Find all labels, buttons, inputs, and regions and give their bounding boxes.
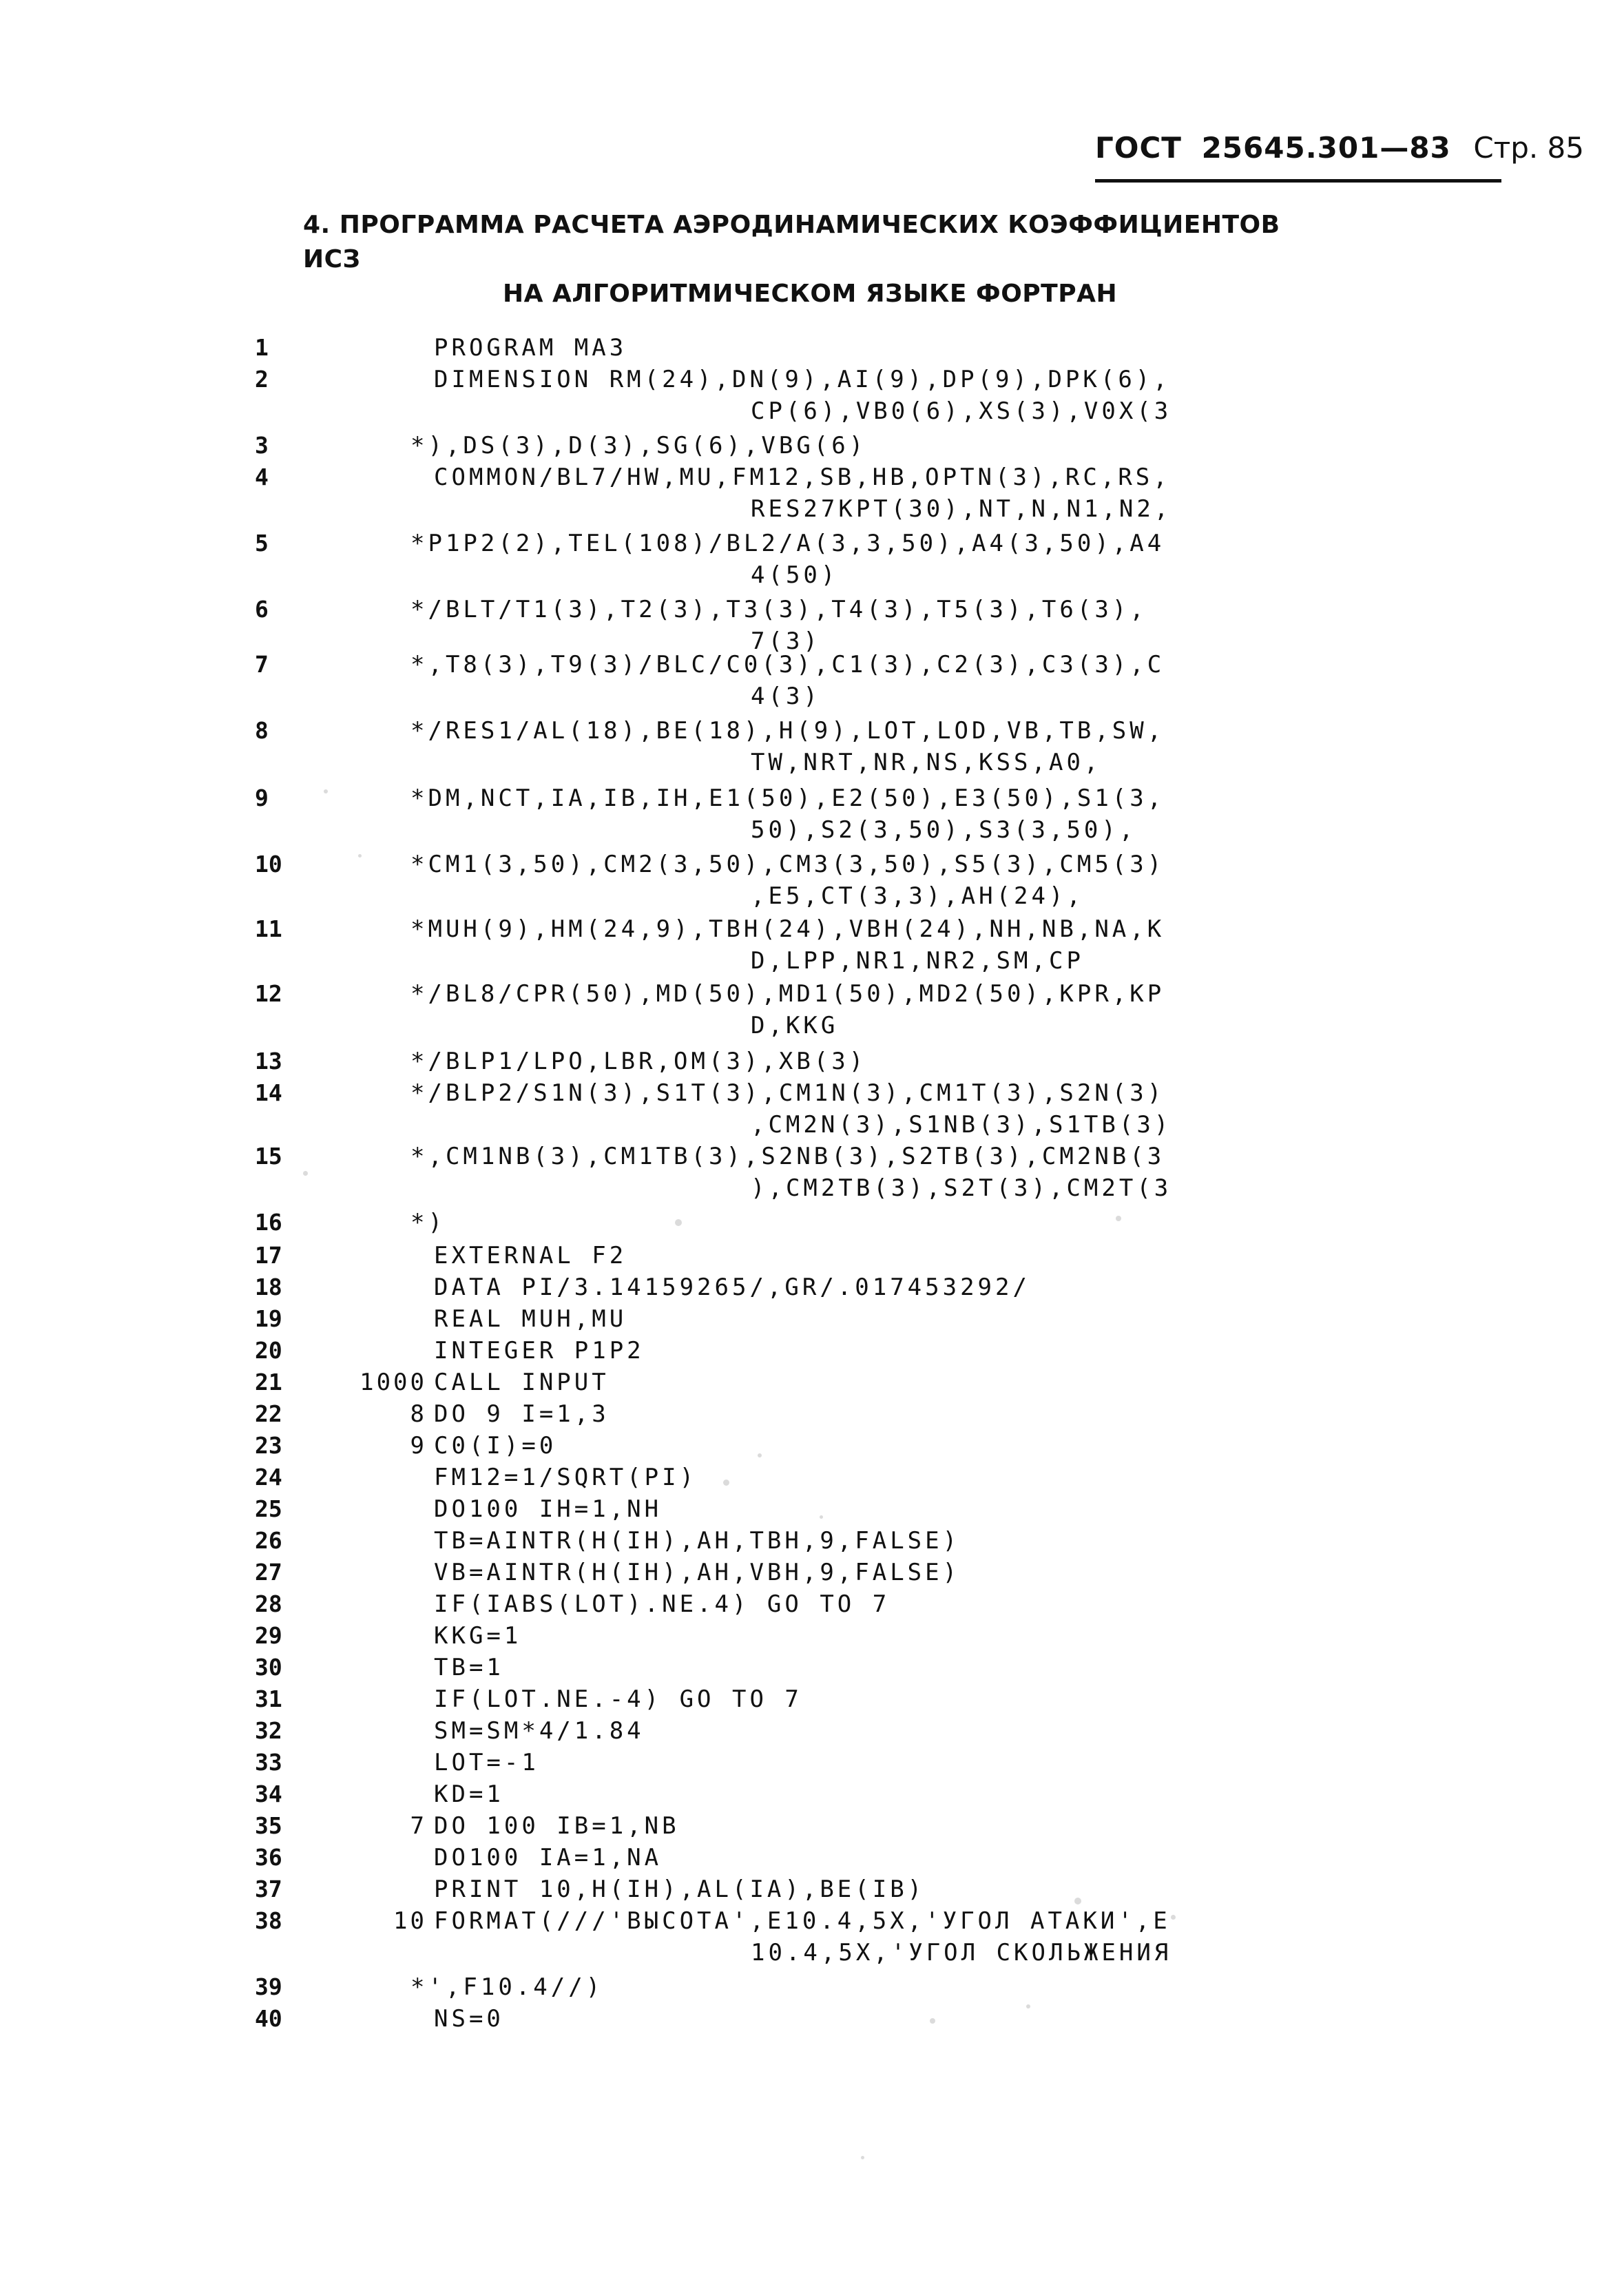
code-text: DO 100 IB=1,NB <box>434 1812 680 1840</box>
code-text: REAL MUH,MU <box>434 1305 627 1333</box>
line-number: 28 <box>255 1590 282 1617</box>
code-text: INTEGER P1P2 <box>434 1337 645 1364</box>
code-continuation-text: D,LPP,NR1,NR2,SM,CP <box>751 947 1084 975</box>
standard-code: ГОСТ <box>1095 131 1182 165</box>
page-number: Стр. 85 <box>1473 131 1585 165</box>
listing-line <box>0 2003 1624 2035</box>
statement-label: 8 <box>410 1400 427 1428</box>
line-number: 15 <box>255 1143 282 1170</box>
listing-line <box>0 1046 1624 1077</box>
line-number: 17 <box>255 1242 282 1269</box>
line-number: 11 <box>255 915 282 942</box>
line-number: 36 <box>255 1844 282 1871</box>
scan-speck <box>820 1515 823 1519</box>
line-number: 5 <box>255 530 269 557</box>
code-continuation-text: 50),S2(3,50),S3(3,50), <box>751 816 1137 844</box>
code-continuation-text: D,KKG <box>751 1012 839 1039</box>
listing-line <box>0 1077 1624 1141</box>
line-number: 6 <box>255 596 269 623</box>
code-text: PROGRAM MA3 <box>434 334 627 362</box>
line-number: 32 <box>255 1717 282 1744</box>
code-continuation-text: 7(3) <box>751 627 821 655</box>
statement-label: 9 <box>410 1432 427 1460</box>
listing-line <box>0 1207 1624 1238</box>
code-text: KKG=1 <box>434 1622 522 1650</box>
listing-line <box>0 782 1624 846</box>
code-text: C0(I)=0 <box>434 1432 557 1460</box>
listing-line <box>0 715 1624 778</box>
listing-line <box>0 1683 1624 1715</box>
line-number: 33 <box>255 1749 282 1776</box>
listing-line <box>0 1272 1624 1303</box>
listing-line <box>0 1493 1624 1525</box>
code-text: TB=1 <box>434 1654 504 1681</box>
statement-label: 7 <box>410 1812 427 1840</box>
code-text: TB=AINTR(H(IH),AH,TBH,9,FALSE) <box>434 1527 961 1555</box>
listing-line <box>0 1971 1624 2003</box>
code-text: IF(IABS(LOT).NE.4) GO TO 7 <box>434 1590 891 1618</box>
code-text: EXTERNAL F2 <box>434 1242 627 1269</box>
code-continuation-text: ,CM2N(3),S1NB(3),S1TB(3) <box>751 1111 1172 1139</box>
code-text: */BLP1/LPO,LBR,OM(3),XB(3) <box>410 1048 867 1075</box>
code-text: *) <box>410 1209 446 1236</box>
code-text: */RES1/AL(18),BE(18),H(9),LOT,LOD,VB,TB,SW, <box>410 717 1165 745</box>
line-number: 23 <box>255 1432 282 1459</box>
listing-line <box>0 528 1624 591</box>
listing-line <box>0 649 1624 712</box>
line-number: 9 <box>255 785 269 811</box>
code-text: KD=1 <box>434 1781 504 1808</box>
section-title-line1: 4. ПРОГРАММА РАСЧЕТА АЭРОДИНАМИЧЕСКИХ КОЭФФИЦИЕНТОВ ИСЗ <box>303 211 1280 273</box>
line-number: 10 <box>255 851 282 878</box>
line-number: 35 <box>255 1812 282 1839</box>
code-text: DO 9 I=1,3 <box>434 1400 610 1428</box>
line-number: 14 <box>255 1079 282 1106</box>
line-number: 4 <box>255 464 269 490</box>
line-number: 16 <box>255 1209 282 1236</box>
standard-number: 25645.301—83 <box>1201 131 1451 165</box>
listing-line <box>0 1842 1624 1874</box>
listing-line <box>0 1335 1624 1367</box>
code-text: FORMAT(///'ВЫСОТА',E10.4,5X,'УГОЛ АТАКИ',E <box>434 1907 1171 1935</box>
scan-speck <box>930 2018 935 2024</box>
code-text: DIMENSION RM(24),DN(9),AI(9),DP(9),DPK(6), <box>434 366 1171 393</box>
listing-line <box>0 913 1624 977</box>
line-number: 20 <box>255 1337 282 1364</box>
listing-line <box>0 594 1624 657</box>
line-number: 7 <box>255 651 269 678</box>
code-text: COMMON/BL7/HW,MU,FM12,SB,HB,OPTN(3),RC,RS, <box>434 464 1171 491</box>
listing-line <box>0 332 1624 364</box>
listing-line <box>0 1874 1624 1905</box>
listing-line <box>0 461 1624 525</box>
line-number: 38 <box>255 1907 282 1934</box>
line-number: 25 <box>255 1495 282 1522</box>
scan-speck <box>723 1480 729 1486</box>
listing-line <box>0 1588 1624 1620</box>
code-text: *CM1(3,50),CM2(3,50),CM3(3,50),S5(3),CM5(3) <box>410 851 1165 878</box>
listing-line <box>0 1303 1624 1335</box>
statement-label: 1000 <box>360 1369 427 1396</box>
line-number: 8 <box>255 717 269 744</box>
code-text: *),DS(3),D(3),SG(6),VBG(6) <box>410 432 867 459</box>
line-number: 13 <box>255 1048 282 1075</box>
code-continuation-text: 4(3) <box>751 683 821 710</box>
line-number: 24 <box>255 1464 282 1491</box>
line-number: 21 <box>255 1369 282 1395</box>
listing-line <box>0 1462 1624 1493</box>
code-text: DATA PI/3.14159265/,GR/.017453292/ <box>434 1274 1030 1301</box>
line-number: 19 <box>255 1305 282 1332</box>
code-text: LOT=-1 <box>434 1749 539 1776</box>
listing-line <box>0 849 1624 912</box>
statement-label: 10 <box>393 1907 427 1935</box>
line-number: 31 <box>255 1685 282 1712</box>
code-text: VB=AINTR(H(IH),AH,VBH,9,FALSE) <box>434 1559 961 1586</box>
line-number: 27 <box>255 1559 282 1586</box>
code-text: *,T8(3),T9(3)/BLC/C0(3),C1(3),C2(3),C3(3),C <box>410 651 1165 678</box>
scan-speck <box>675 1219 682 1226</box>
line-number: 30 <box>255 1654 282 1681</box>
line-number: 12 <box>255 980 282 1007</box>
code-text: *,CM1NB(3),CM1TB(3),S2NB(3),S2TB(3),CM2NB(3 <box>410 1143 1165 1170</box>
listing-line <box>0 1747 1624 1778</box>
listing-line <box>0 1620 1624 1652</box>
code-text: *P1P2(2),TEL(108)/BL2/A(3,3,50),A4(3,50),A4 <box>410 530 1165 557</box>
line-number: 1 <box>255 334 269 361</box>
code-text: CALL INPUT <box>434 1369 610 1396</box>
scan-speck <box>358 854 362 858</box>
listing-line <box>0 978 1624 1041</box>
listing-line <box>0 1905 1624 1969</box>
listing-line <box>0 1141 1624 1204</box>
code-continuation-text: 10.4,5X,'УГОЛ СКОЛЬЖЕНИЯ <box>751 1939 1172 1966</box>
code-text: PRINT 10,H(IH),AL(IA),BE(IB) <box>434 1876 926 1903</box>
line-number: 34 <box>255 1781 282 1807</box>
code-continuation-text: ,E5,CT(3,3),AH(24), <box>751 882 1084 910</box>
listing-line <box>0 1398 1624 1430</box>
code-text: */BL8/CPR(50),MD(50),MD1(50),MD2(50),KPR,KP <box>410 980 1165 1008</box>
listing-line <box>0 1652 1624 1683</box>
scan-speck <box>1171 1915 1176 1920</box>
listing-line <box>0 1525 1624 1557</box>
scan-speck <box>1116 1216 1121 1221</box>
code-continuation-text: CP(6),VB0(6),XS(3),V0X(3 <box>751 397 1172 425</box>
code-continuation-text: TW,NRT,NR,NS,KSS,A0, <box>751 749 1102 776</box>
listing-line <box>0 1240 1624 1272</box>
listing-line <box>0 1810 1624 1842</box>
listing-line <box>0 364 1624 427</box>
scan-speck <box>1026 2004 1030 2009</box>
code-text: DO100 IA=1,NA <box>434 1844 663 1871</box>
scan-speck <box>303 1171 308 1176</box>
code-text: *DM,NCT,IA,IB,IH,E1(50),E2(50),E3(50),S1(3, <box>410 785 1165 812</box>
listing-line <box>0 1557 1624 1588</box>
line-number: 29 <box>255 1622 282 1649</box>
listing-line <box>0 1367 1624 1398</box>
code-text: SM=SM*4/1.84 <box>434 1717 645 1745</box>
line-number: 39 <box>255 1973 282 2000</box>
listing-line <box>0 1430 1624 1462</box>
code-text: *MUH(9),HM(24,9),TBH(24),VBH(24),NH,NB,NA,K <box>410 915 1165 943</box>
code-continuation-text: ),CM2TB(3),S2T(3),CM2T(3 <box>751 1174 1172 1202</box>
listing-line <box>0 1778 1624 1810</box>
code-text: */BLT/T1(3),T2(3),T3(3),T4(3),T5(3),T6(3), <box>410 596 1147 623</box>
section-title-line2: НА АЛГОРИТМИЧЕСКОМ ЯЗЫКЕ ФОРТРАН <box>503 280 1118 308</box>
line-number: 2 <box>255 366 269 393</box>
line-number: 40 <box>255 2005 282 2032</box>
code-text: NS=0 <box>434 2005 504 2033</box>
scan-speck <box>758 1453 762 1457</box>
code-text: */BLP2/S1N(3),S1T(3),CM1N(3),CM1T(3),S2N(3) <box>410 1079 1165 1107</box>
line-number: 18 <box>255 1274 282 1300</box>
scan-speck <box>861 2156 864 2159</box>
code-text: *',F10.4//) <box>410 1973 604 2001</box>
listing-line <box>0 1715 1624 1747</box>
line-number: 3 <box>255 432 269 459</box>
scan-speck <box>324 789 328 793</box>
code-text: DO100 IH=1,NH <box>434 1495 663 1523</box>
listing-line <box>0 430 1624 461</box>
code-text: FM12=1/SQRT(PI) <box>434 1464 698 1491</box>
code-continuation-text: 4(50) <box>751 561 839 589</box>
scan-speck <box>1074 1898 1081 1904</box>
code-continuation-text: RES27KPT(30),NT,N,N1,N2, <box>751 495 1172 523</box>
line-number: 22 <box>255 1400 282 1427</box>
line-number: 37 <box>255 1876 282 1902</box>
code-text: IF(LOT.NE.-4) GO TO 7 <box>434 1685 802 1713</box>
line-number: 26 <box>255 1527 282 1554</box>
